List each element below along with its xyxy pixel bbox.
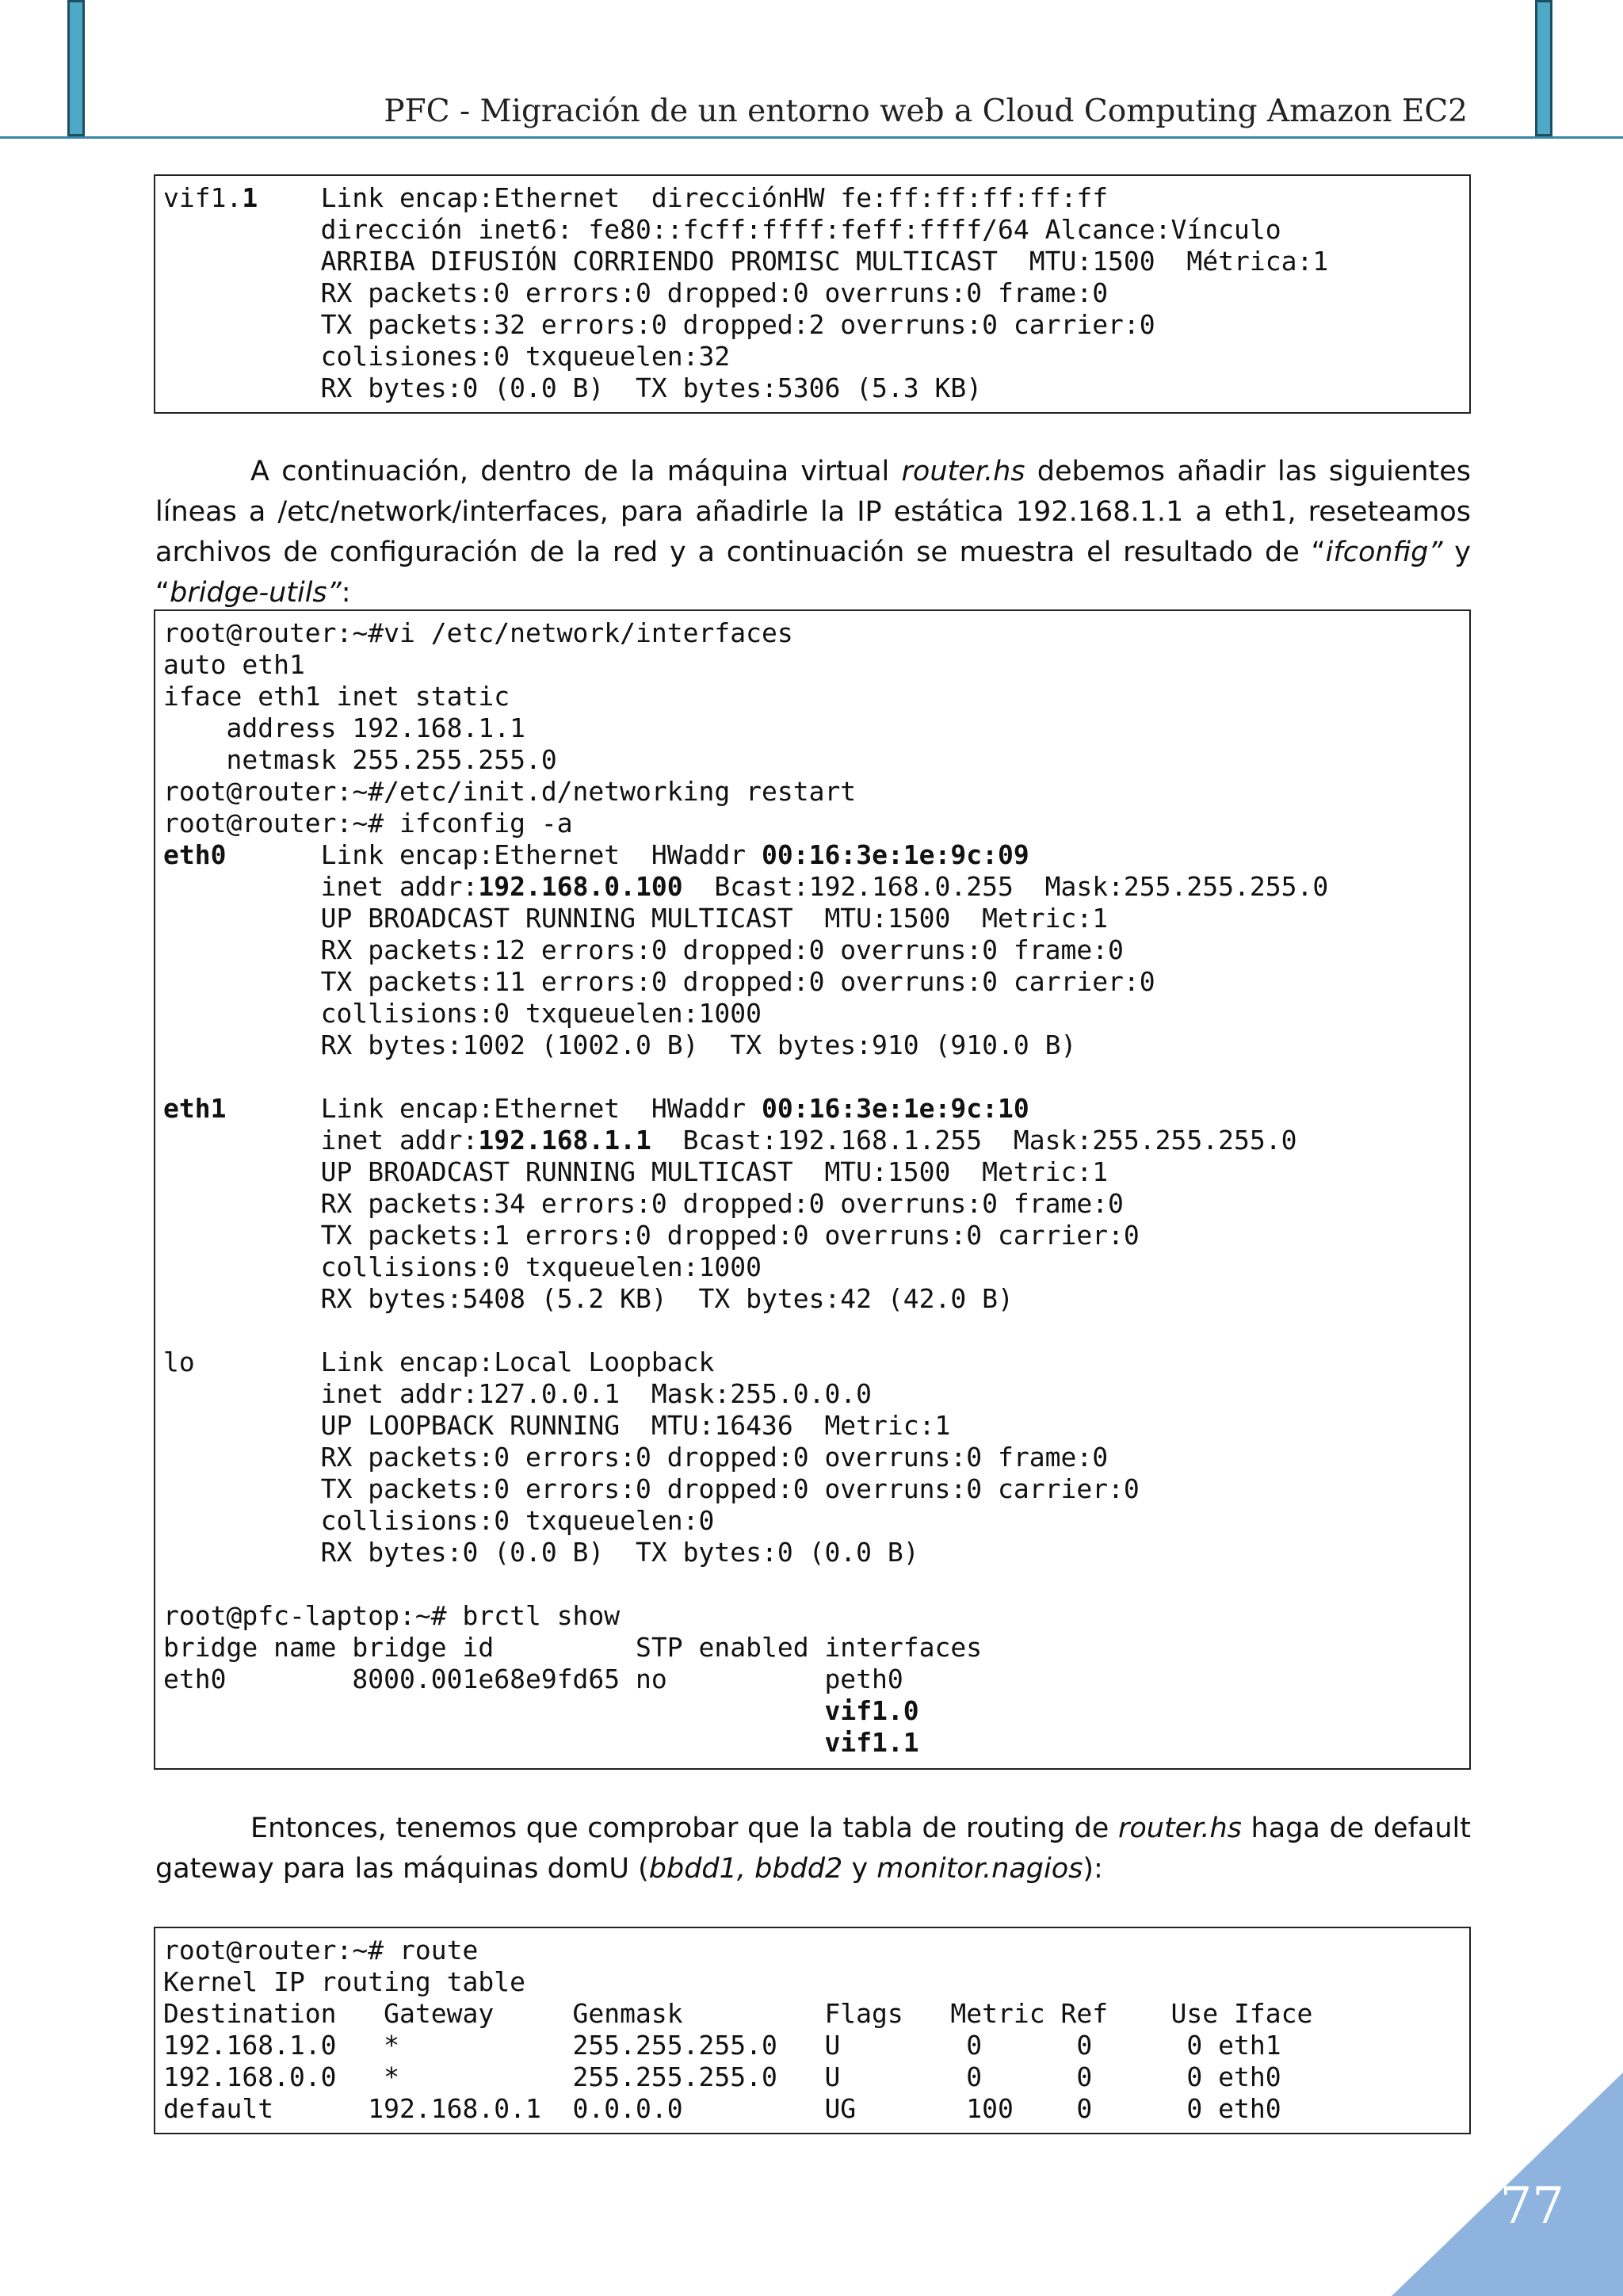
code-line: TX packets:1 errors:0 dropped:0 overruns:0 carrier:0	[163, 1220, 1140, 1251]
code-block-vif	[154, 174, 1471, 414]
code-line: eth0 8000.001e68e9fd65 no peth0	[163, 1664, 903, 1694]
code-line: RX bytes:1002 (1002.0 B) TX bytes:910 (910.0 B)	[163, 1030, 1077, 1060]
code-line: collisions:0 txqueuelen:0	[163, 1505, 715, 1536]
code-line: UP LOOPBACK RUNNING MTU:16436 Metric:1	[163, 1410, 951, 1441]
code-line: root@router:~# ifconfig -a	[163, 808, 573, 839]
code-line: bridge name bridge id STP enabled interfaces	[163, 1632, 983, 1663]
code-line: dirección inet6: fe80::fcff:ffff:feff:ffff/64 Alcance:Vínculo	[163, 214, 1281, 245]
code-line: iface eth1 inet static	[163, 681, 510, 712]
code-line: UP BROADCAST RUNNING MULTICAST MTU:1500 Metric:1	[163, 903, 1109, 934]
code-line: inet addr:192.168.0.100 Bcast:192.168.0.255 Mask:255.255.255.0	[163, 871, 1329, 902]
code-line: default 192.168.0.1 0.0.0.0 UG 100 0 0 eth0	[163, 2093, 1281, 2124]
code-line: ARRIBA DIFUSIÓN CORRIENDO PROMISC MULTICAST MTU:1500 Métrica:1	[163, 246, 1329, 277]
code-line: Destination Gateway Genmask Flags Metric Ref Use Iface	[163, 1998, 1313, 2029]
code-line: root@router:~#vi /etc/network/interfaces	[163, 617, 793, 648]
code-line: lo Link encap:Local Loopback	[163, 1347, 715, 1377]
code-line: vif1.1	[824, 1727, 919, 1758]
code-line: RX packets:12 errors:0 dropped:0 overruns:0 frame:0	[163, 934, 1124, 965]
page-number: 77	[1499, 2177, 1564, 2236]
code-line: eth0 Link encap:Ethernet HWaddr 00:16:3e:1e:9c:09	[163, 839, 1029, 870]
code-line: root@pfc-laptop:~# brctl show	[163, 1600, 621, 1631]
code-line: root@router:~#/etc/init.d/networking restart	[163, 776, 857, 807]
body-paragraph-1: A continuación, dentro de la máquina virtual router.hs debemos añadir las siguientes líneas a /etc/network/interfaces, para añadirle la IP estática 192.168.1.1 a eth1, reseteamos archivos de configuración de la red y a continuación se muestra el resultado de “ifconfig” y “bridge-utils”:	[155, 456, 1472, 609]
code-line: vif1.0	[824, 1695, 919, 1726]
header-accent-bar-left	[67, 0, 85, 136]
code-line: UP BROADCAST RUNNING MULTICAST MTU:1500 Metric:1	[163, 1156, 1109, 1187]
code-line: root@router:~# route	[163, 1935, 479, 1966]
code-block-ifconfig	[154, 609, 1471, 1770]
code-line: RX packets:0 errors:0 dropped:0 overruns:0 frame:0	[163, 1442, 1109, 1473]
code-line: inet addr:192.168.1.1 Bcast:192.168.1.255 Mask:255.255.255.0	[163, 1125, 1297, 1156]
code-line: inet addr:127.0.0.1 Mask:255.0.0.0	[163, 1378, 873, 1409]
code-line: address 192.168.1.1	[163, 712, 525, 743]
code-line: RX bytes:0 (0.0 B) TX bytes:5306 (5.3 KB)	[163, 372, 983, 403]
code-line: netmask 255.255.255.0	[163, 744, 557, 775]
code-line: collisions:0 txqueuelen:1000	[163, 998, 762, 1029]
header-accent-bar-right	[1535, 0, 1552, 136]
code-line: TX packets:32 errors:0 dropped:2 overruns:0 carrier:0	[163, 309, 1155, 340]
code-line: TX packets:11 errors:0 dropped:0 overruns:0 carrier:0	[163, 966, 1155, 997]
code-block-route	[154, 1927, 1471, 2134]
code-line: Kernel IP routing table	[163, 1966, 525, 1997]
code-line: collisions:0 txqueuelen:1000	[163, 1251, 762, 1282]
code-line: auto eth1	[163, 649, 305, 680]
body-paragraph-2: Entonces, tenemos que comprobar que la tabla de routing de router.hs haga de default gateway para las máquinas domU (bbdd1, bbdd2 y monitor.nagios):	[155, 1813, 1471, 1885]
running-header-title: PFC - Migración de un entorno web a Cloud Computing Amazon EC2	[384, 94, 1468, 129]
code-line: 192.168.1.0 * 255.255.255.0 U 0 0 0 eth1	[163, 2030, 1281, 2061]
code-line: vif1.1 Link encap:Ethernet direcciónHW fe:ff:ff:ff:ff:ff	[163, 182, 1109, 213]
header-rule	[0, 136, 1623, 139]
code-line: RX bytes:0 (0.0 B) TX bytes:0 (0.0 B)	[163, 1537, 919, 1568]
code-line: RX packets:0 errors:0 dropped:0 overruns:0 frame:0	[163, 277, 1109, 308]
code-line: RX bytes:5408 (5.2 KB) TX bytes:42 (42.0 B)	[163, 1283, 1014, 1314]
code-line: colisiones:0 txqueuelen:32	[163, 341, 731, 372]
code-line: eth1 Link encap:Ethernet HWaddr 00:16:3e:1e:9c:10	[163, 1093, 1029, 1124]
code-line: RX packets:34 errors:0 dropped:0 overruns:0 frame:0	[163, 1188, 1124, 1219]
code-line: TX packets:0 errors:0 dropped:0 overruns:0 carrier:0	[163, 1473, 1140, 1504]
code-line: 192.168.0.0 * 255.255.255.0 U 0 0 0 eth0	[163, 2061, 1281, 2092]
